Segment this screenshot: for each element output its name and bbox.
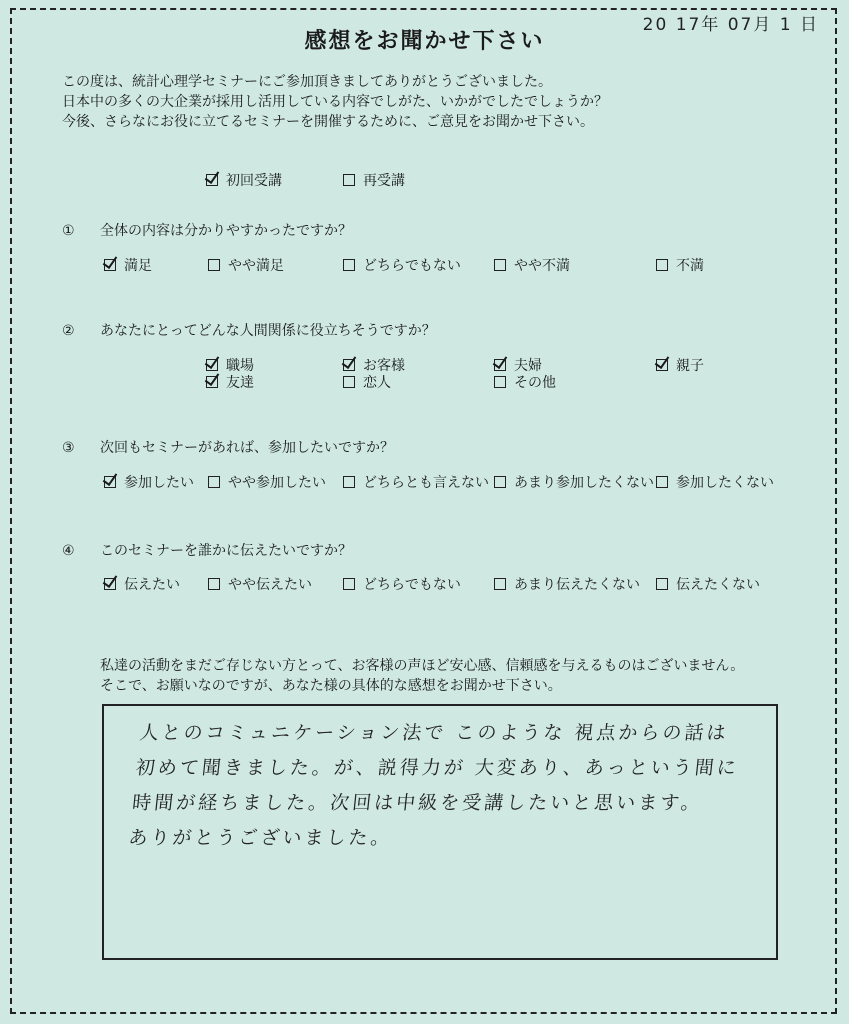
question-text: このセミナーを誰かに伝えたいですか？ bbox=[100, 543, 352, 559]
option-label: 伝えたくない bbox=[676, 577, 760, 593]
q2-option[interactable] bbox=[494, 372, 556, 392]
q3-option[interactable] bbox=[343, 472, 489, 492]
comment-line: 人とのコミュニケーション法で このような 視点からの話は bbox=[138, 722, 730, 744]
closing-line: 私達の活動をまだご存じない方とって、お客様の声ほど安心感、信頼感を与えるものはございません。 bbox=[100, 658, 745, 674]
question-4 bbox=[62, 540, 352, 560]
question-1 bbox=[62, 220, 352, 240]
question-2 bbox=[62, 320, 436, 340]
q1-option[interactable] bbox=[656, 255, 704, 275]
intro-text bbox=[62, 72, 608, 132]
checkbox[interactable] bbox=[343, 476, 355, 488]
option-label: 参加したくない bbox=[676, 475, 774, 491]
checkbox[interactable] bbox=[656, 359, 668, 371]
option-label: お客様 bbox=[363, 358, 405, 374]
question-number: ② bbox=[62, 323, 75, 339]
checkbox[interactable] bbox=[208, 259, 220, 271]
q3-option[interactable] bbox=[494, 472, 654, 492]
q3-option[interactable] bbox=[208, 472, 326, 492]
comment-textarea[interactable] bbox=[102, 704, 778, 960]
checkbox[interactable] bbox=[208, 476, 220, 488]
question-text: 全体の内容は分かりやすかったですか？ bbox=[100, 223, 352, 239]
q2-option[interactable] bbox=[656, 355, 704, 375]
option-first-time[interactable] bbox=[206, 170, 282, 190]
question-3 bbox=[62, 437, 394, 457]
checkbox[interactable] bbox=[206, 376, 218, 388]
question-number: ④ bbox=[62, 543, 75, 559]
option-label: あまり参加したくない bbox=[514, 475, 654, 491]
option-label: 夫婦 bbox=[514, 358, 542, 374]
comment-line: 初めて聞きました。が、説得力が 大変あり、あっという間に bbox=[134, 757, 740, 779]
q3-option[interactable] bbox=[656, 472, 774, 492]
checkbox[interactable] bbox=[494, 259, 506, 271]
checkbox[interactable] bbox=[343, 359, 355, 371]
question-text: あなたにとってどんな人間関係に役立ちそうですか？ bbox=[100, 323, 436, 339]
option-label: 再受講 bbox=[363, 173, 405, 189]
q4-option[interactable] bbox=[104, 574, 180, 594]
option-label: 友達 bbox=[226, 375, 254, 391]
checkbox[interactable] bbox=[343, 174, 355, 186]
intro-line: 今後、さらなにお役に立てるセミナーを開催するために、ご意見をお聞かせ下さい。 bbox=[62, 114, 594, 130]
option-label: やや伝えたい bbox=[228, 577, 312, 593]
q2-option[interactable] bbox=[343, 372, 391, 392]
question-number: ③ bbox=[62, 440, 75, 456]
closing-line: そこで、お願いなのですが、あなた様の具体的な感想をお聞かせ下さい。 bbox=[100, 678, 562, 694]
comment-line: ありがとうございました。 bbox=[127, 827, 394, 849]
date-field: 20 17年 07月 1 日 bbox=[642, 15, 819, 35]
q1-option[interactable] bbox=[104, 255, 152, 275]
checkbox[interactable] bbox=[656, 476, 668, 488]
q1-option[interactable] bbox=[208, 255, 284, 275]
option-label: やや不満 bbox=[514, 258, 570, 274]
option-label: 恋人 bbox=[363, 375, 391, 391]
checkbox[interactable] bbox=[343, 578, 355, 590]
option-label: 初回受講 bbox=[226, 173, 282, 189]
option-label: 満足 bbox=[124, 258, 152, 274]
q2-option[interactable] bbox=[206, 372, 254, 392]
q1-option[interactable] bbox=[494, 255, 570, 275]
option-label: どちらとも言えない bbox=[363, 475, 489, 491]
closing-text bbox=[100, 656, 744, 696]
option-label: あまり伝えたくない bbox=[514, 577, 640, 593]
q4-option[interactable] bbox=[494, 574, 640, 594]
q4-option[interactable] bbox=[656, 574, 760, 594]
q3-option[interactable] bbox=[104, 472, 194, 492]
q1-option[interactable] bbox=[343, 255, 461, 275]
checkbox[interactable] bbox=[494, 578, 506, 590]
checkbox[interactable] bbox=[494, 376, 506, 388]
option-label: どちらでもない bbox=[363, 577, 461, 593]
form-title: 感想をお聞かせ下さい bbox=[304, 29, 545, 54]
option-label: 不満 bbox=[676, 258, 704, 274]
checkbox[interactable] bbox=[104, 578, 116, 590]
option-label: やや参加したい bbox=[228, 475, 326, 491]
option-label: どちらでもない bbox=[363, 258, 461, 274]
question-text: 次回もセミナーがあれば、参加したいですか？ bbox=[100, 440, 394, 456]
option-label: 参加したい bbox=[124, 475, 194, 491]
checkbox[interactable] bbox=[343, 376, 355, 388]
option-label: 職場 bbox=[226, 358, 254, 374]
checkbox[interactable] bbox=[656, 578, 668, 590]
q4-option[interactable] bbox=[343, 574, 461, 594]
option-label: その他 bbox=[514, 375, 556, 391]
comment-line: 時間が経ちました。次回は中級を受講したいと思います。 bbox=[131, 792, 704, 814]
checkbox[interactable] bbox=[104, 476, 116, 488]
intro-line: 日本中の多くの大企業が採用し活用している内容でしがた、いかがでしたでしょうか？ bbox=[62, 94, 608, 110]
q4-option[interactable] bbox=[208, 574, 312, 594]
checkbox[interactable] bbox=[494, 476, 506, 488]
checkbox[interactable] bbox=[343, 259, 355, 271]
question-number: ① bbox=[62, 223, 75, 239]
option-label: やや満足 bbox=[228, 258, 284, 274]
intro-line: この度は、統計心理学セミナーにご参加頂きましてありがとうございました。 bbox=[62, 74, 552, 90]
checkbox[interactable] bbox=[208, 578, 220, 590]
checkbox[interactable] bbox=[206, 174, 218, 186]
checkbox[interactable] bbox=[656, 259, 668, 271]
option-label: 親子 bbox=[676, 358, 704, 374]
checkbox[interactable] bbox=[104, 259, 116, 271]
checkbox[interactable] bbox=[494, 359, 506, 371]
option-repeat[interactable] bbox=[343, 170, 405, 190]
handwritten-comment bbox=[127, 716, 772, 856]
option-label: 伝えたい bbox=[124, 577, 180, 593]
